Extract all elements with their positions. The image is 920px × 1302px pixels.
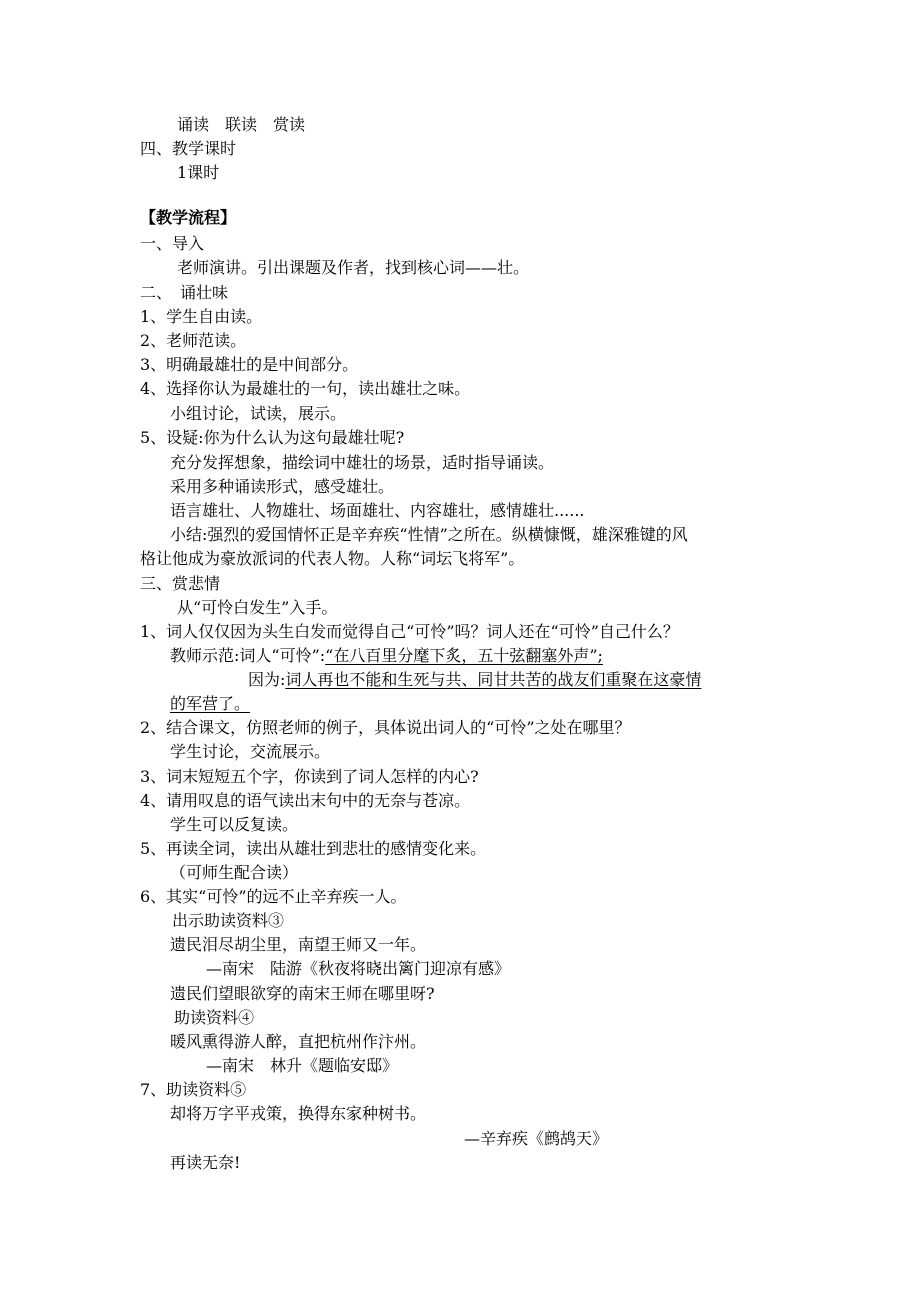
list-item-detail: 采用多种诵读形式，感受雄壮。 [170,477,395,496]
list-item: 1、词人仅仅因为头生白发而觉得自己“可怜”吗？词人还在“可怜”自己什么？ [140,622,679,641]
poem-source: —辛弃疾《鹧鸪天》 [464,1129,609,1148]
section-three-intro: 从“可怜白发生”入手。 [177,598,338,617]
poem-source: —南宋 林升《题临安邸》 [206,1056,399,1075]
class-hours: 1课时 [177,163,220,182]
list-item: 2、结合课文，仿照老师的例子，具体说出词人的“可怜”之处在哪里？ [140,718,631,737]
intro-text: 老师演讲。引出课题及作者，找到核心词——壮。 [177,258,530,277]
poem-line: 却将万字平戎策，换得东家种树书。 [170,1104,427,1123]
list-item: 5、再读全词，读出从雄壮到悲壮的感情变化来。 [140,839,487,858]
section-four-heading: 四、教学课时 [140,139,237,158]
list-item-detail: 学生讨论，交流展示。 [170,742,331,761]
material-label: 助读资料④ [174,1008,255,1027]
list-item-detail: 语言雄壮、人物雄壮、场面雄壮、内容雄壮，感情雄壮...... [170,501,585,520]
list-item-detail: 学生可以反复读。 [170,815,299,834]
material-label: 出示助读资料③ [172,911,285,930]
teacher-example-quote: “在八百里分麾下炙，五十弦翻塞外声”; [325,646,603,665]
list-item-detail: 充分发挥想象，描绘词中雄壮的场景，适时指导诵读。 [170,453,555,472]
poem-line: 遗民泪尽胡尘里，南望王师又一年。 [170,935,427,954]
closing-line: 再读无奈! [170,1153,241,1172]
list-item: 3、明确最雄壮的是中间部分。 [140,355,359,374]
teaching-process-heading: 【教学流程】 [140,208,237,227]
list-item: 6、其实“可怜”的远不止辛弃疾一人。 [140,887,407,906]
section-one-heading: 一、导入 [140,234,205,253]
teacher-example-prefix: 教师示范:词人“可怜”: [170,646,326,665]
list-item: 4、请用叹息的语气读出末句中的无奈与苍凉。 [140,791,471,810]
reason-line [248,669,701,691]
list-item: 2、老师范读。 [140,331,247,350]
list-item: 5、设疑:你为什么认为这句最雄壮呢? [140,428,405,447]
question-line: 遗民们望眼欲穿的南宋王师在哪里呀? [170,984,435,1003]
list-item-detail: （可师生配合读） [170,863,299,882]
poem-line: 暖风熏得游人醉，直把杭州作汴州。 [170,1032,427,1051]
reason-text: 词人再也不能和生死与共、同甘共苦的战友们重聚在这豪情 [285,670,702,689]
list-item: 4、选择你认为最雄壮的一句，读出雄壮之味。 [140,379,471,398]
poem-source: —南宋 陆游《秋夜将晓出篱门迎凉有感》 [206,959,511,978]
summary-line-1: 小结:强烈的爱国情怀正是辛弃疾“性情”之所在。纵横慷慨，雄深雅键的风 [170,525,688,544]
reason-continuation: 的军营了。 [170,694,251,713]
list-item: 1、学生自由读。 [140,307,263,326]
reading-methods: 诵读 联读 赏读 [177,115,306,134]
list-item: 7、助读资料⑤ [140,1080,247,1099]
summary-line-2: 格让他成为豪放派词的代表人物。人称“词坛飞将军”。 [140,549,525,568]
list-item: 3、词末短短五个字，你读到了词人怎样的内心? [140,767,479,786]
list-item-detail: 小组讨论，试读，展示。 [170,404,347,423]
teacher-example [170,645,603,667]
section-two-heading: 二、 诵壮味 [140,283,229,302]
reason-prefix: 因为: [248,670,286,689]
section-three-heading: 三、赏悲情 [140,574,221,593]
